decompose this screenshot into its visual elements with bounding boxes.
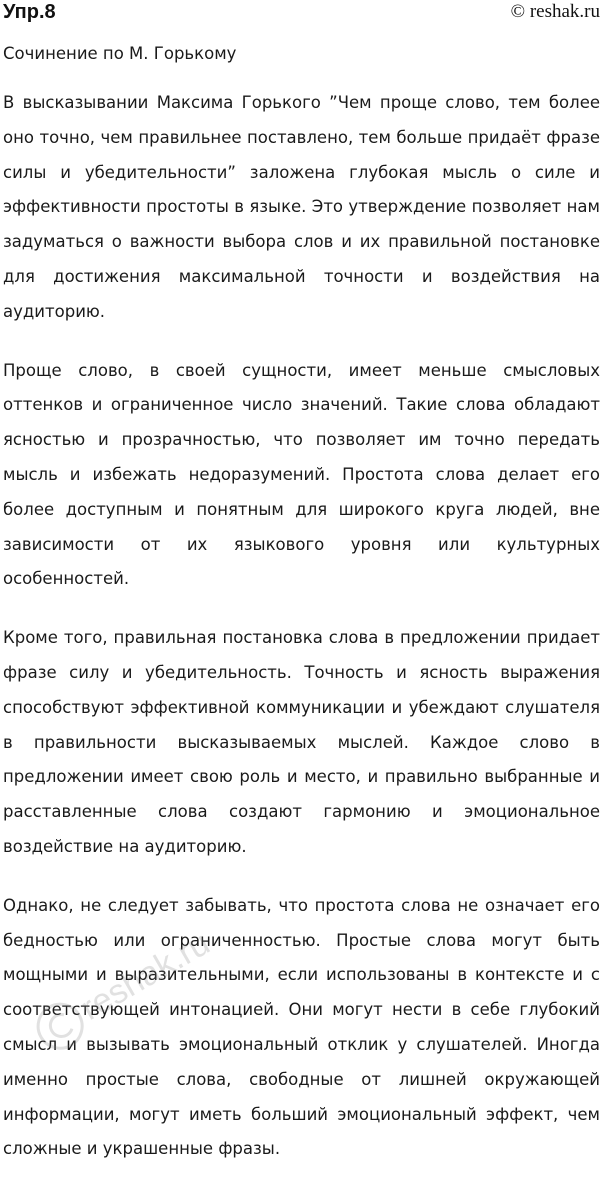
exercise-label: Упр.8 xyxy=(3,1,56,23)
site-copyright: © reshak.ru xyxy=(510,1,600,22)
essay-body xyxy=(3,86,600,1191)
page-header xyxy=(0,0,603,24)
essay-subtitle: Сочинение по М. Горькому xyxy=(3,44,237,63)
essay-paragraph-3: Кроме того, правильная постановка слова в предложении придает фразе силу и убедительность. Точность и ясность выражения способствуют эффективной коммуникации и убеждают слушателя в правильности высказываемых мыслей. Каждое слово в предложении имеет свою роль и место, и правильно выбранные и расставленные слова создают гармонию и эмоциональное воздействие на аудиторию. xyxy=(3,628,600,856)
essay-paragraph-2: Проще слово, в своей сущности, имеет меньше смысловых оттенков и ограниченное число значений. Такие слова обладают ясностью и прозрачностью, что позволяет им точно передать мысль и избежать недоразумений. Простота слова делает его более доступным и понятным для широкого круга людей, вне зависимости от их языкового уровня или культурных особенностей. xyxy=(3,360,600,589)
essay-paragraph-1: В высказывании Максима Горького ”Чем проще слово, тем более оно точно, чем правильнее поставлено, тем больше придаёт фразе силы и убедительности” заложена глубокая мысль о силе и эффективности простоты в языке. Это утверждение позволяет нам задуматься о важности выбора слов и их правильной постановке для достижения максимальной точности и воздействия на аудиторию. xyxy=(3,93,600,321)
essay-paragraph-4: Однако, не следует забывать, что простота слова не означает его бедностью или ограниченностью. Простые слова могут быть мощными и выразительными, если использованы в контексте и с соответствующей интонацией. Они могут нести в себе глубокий смысл и вызывать эмоциональный отклик у слушателей. Иногда именно простые слова, свободные от лишней окружающей информации, могут иметь больший эмоциональный эффект, чем сложные и украшенные фразы. xyxy=(3,895,600,1159)
watermark-text: reshak.ru xyxy=(74,924,217,1028)
